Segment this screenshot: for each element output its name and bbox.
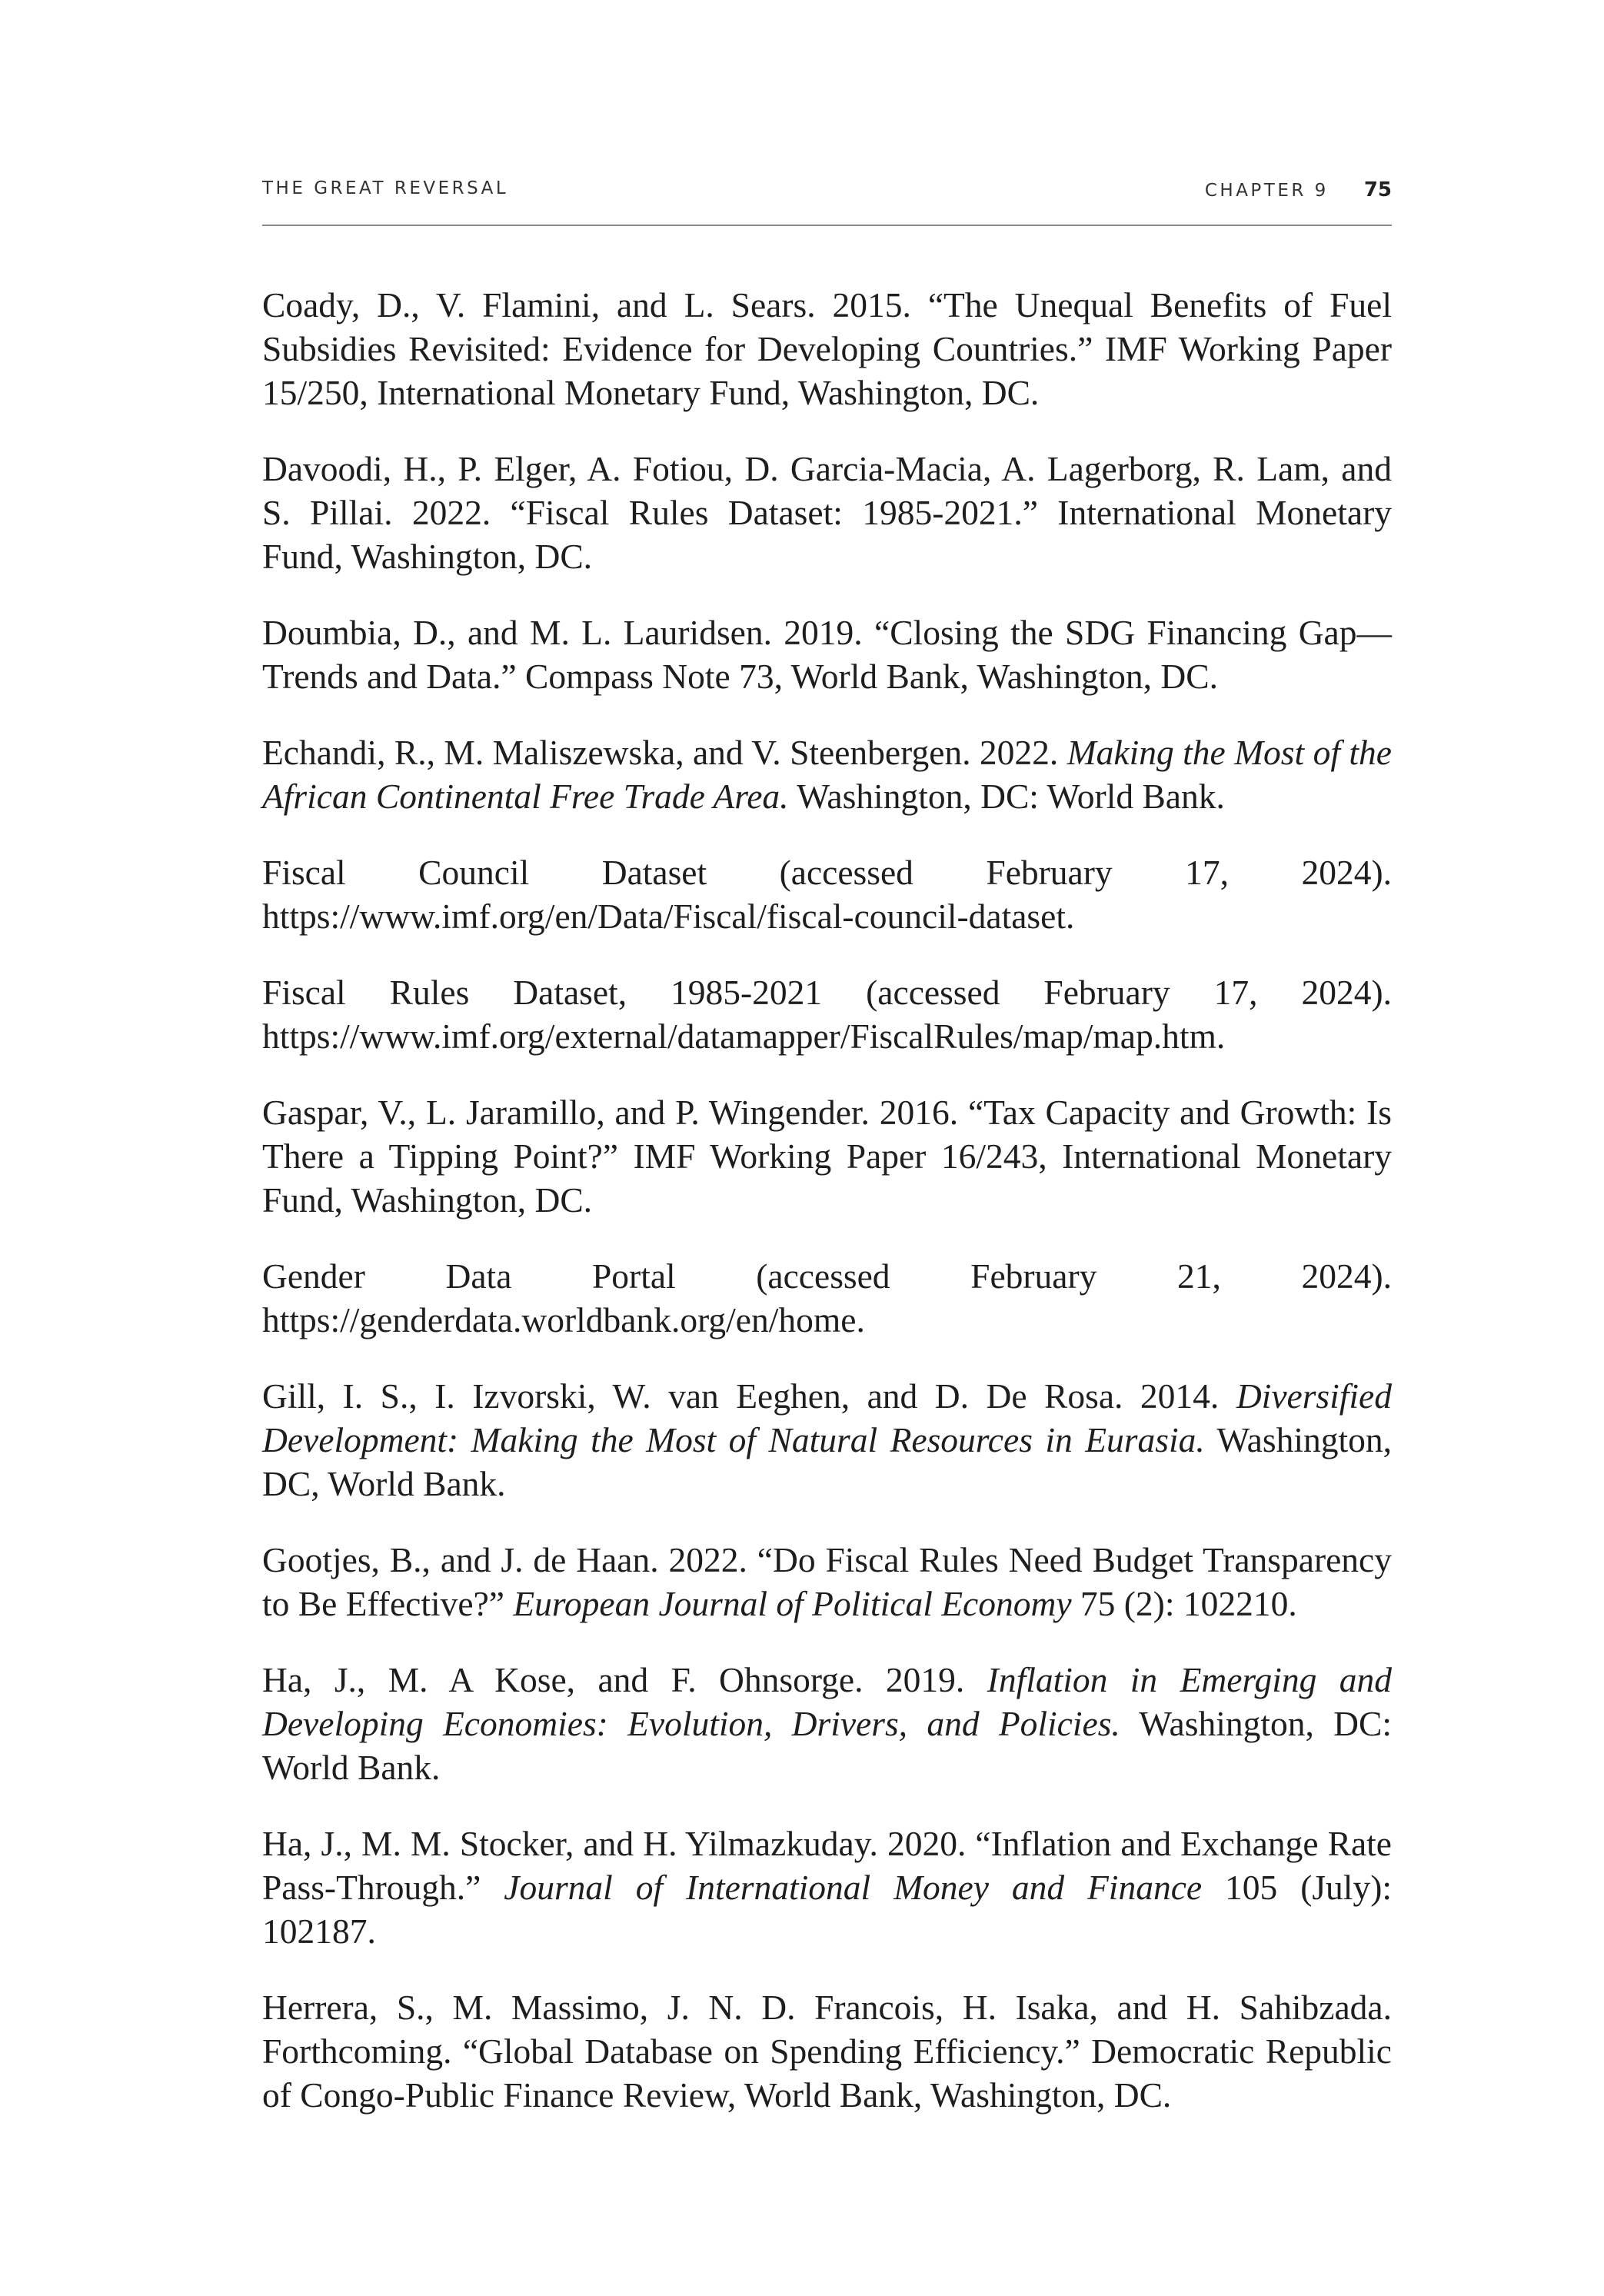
chapter-label: CHAPTER 9 <box>1204 181 1329 201</box>
reference-entry: Ha, J., M. M. Stocker, and H. Yilmazkuday. 2020. “Inflation and Exchange Rate Pass-Through.” Journal of International Money and Finance 105 (July): 102187. <box>262 1824 1392 1951</box>
reference-entry: Gootjes, B., and J. de Haan. 2022. “Do Fiscal Rules Need Budget Transparency to Be Effective?” European Journal of Political Economy 75 (2): 102210. <box>262 1540 1392 1623</box>
reference-entry: Gaspar, V., L. Jaramillo, and P. Wingender. 2016. “Tax Capacity and Growth: Is There a Tipping Point?” IMF Working Paper 16/243, International Monetary Fund, Washington, DC. <box>262 1093 1392 1220</box>
reference-entry: Echandi, R., M. Maliszewska, and V. Steenbergen. 2022. Making the Most of the African Continental Free Trade Area. Washington, DC: World Bank. <box>262 733 1392 816</box>
header-right <box>1205 178 1392 201</box>
reference-entry: Doumbia, D., and M. L. Lauridsen. 2019. “Closing the SDG Financing Gap—Trends and Data.” Compass Note 73, World Bank, Washington, DC. <box>262 613 1392 696</box>
reference-entry: Gender Data Portal (accessed February 21, 2024). https://genderdata.worldbank.org/en/home. <box>262 1256 1392 1339</box>
reference-entry: Fiscal Rules Dataset, 1985-2021 (accessed February 17, 2024). https://www.imf.org/external/datamapper/FiscalRules/map/map.htm. <box>262 973 1392 1056</box>
running-title: THE GREAT REVERSAL <box>262 178 509 198</box>
reference-entry: Davoodi, H., P. Elger, A. Fotiou, D. Garcia-Macia, A. Lagerborg, R. Lam, and S. Pillai. 2022. “Fiscal Rules Dataset: 1985-2021.” International Monetary Fund, Washington, DC. <box>262 449 1392 576</box>
reference-entry: Gill, I. S., I. Izvorski, W. van Eeghen, and D. De Rosa. 2014. Diversified Development: Making the Most of Natural Resources in Eurasia. Washington, DC, World Bank. <box>262 1376 1392 1503</box>
reference-entry: Herrera, S., M. Massimo, J. N. D. Francois, H. Isaka, and H. Sahibzada. Forthcoming. “Global Database on Spending Efficiency.” Democratic Republic of Congo-Public Finance Review, World Bank, Washington, DC. <box>262 1988 1392 2115</box>
reference-entry: Ha, J., M. A Kose, and F. Ohnsorge. 2019. Inflation in Emerging and Developing Economies: Evolution, Drivers, and Policies. Washington, DC: World Bank. <box>262 1660 1393 1787</box>
page-number: 75 <box>1363 178 1392 201</box>
running-header <box>262 175 1392 226</box>
reference-entry: Fiscal Council Dataset (accessed February 17, 2024). https://www.imf.org/en/Data/Fiscal/fiscal-council-dataset. <box>262 853 1392 936</box>
reference-list <box>262 283 1392 2149</box>
reference-entry: Coady, D., V. Flamini, and L. Sears. 2015. “The Unequal Benefits of Fuel Subsidies Revisited: Evidence for Developing Countries.” IMF Working Paper 15/250, International Monetary Fund, Washington, DC. <box>262 285 1392 412</box>
